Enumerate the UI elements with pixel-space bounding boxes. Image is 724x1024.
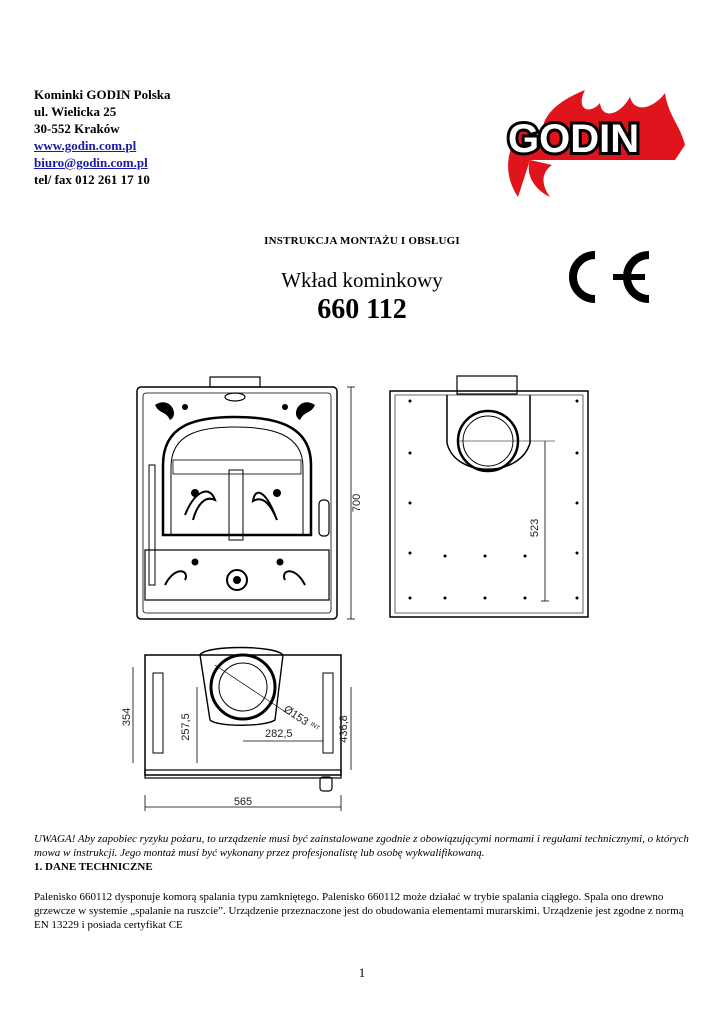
model-number: 660 112	[317, 294, 407, 325]
front-height-label: 700	[351, 493, 363, 513]
back-height-label: 523	[529, 518, 541, 538]
diameter-sub-label: INT	[308, 721, 321, 732]
front-view-drawing	[125, 375, 365, 625]
company-address	[34, 86, 171, 188]
width-label: 565	[233, 796, 253, 808]
section-title: 1. DANE TECHNICZNE	[34, 861, 153, 873]
company-street: ul. Wielicka 25	[34, 104, 117, 119]
godin-logo	[490, 85, 690, 200]
company-name: Kominki GODIN Polska	[34, 87, 171, 102]
product-name: Wkład kominkowy	[281, 268, 443, 292]
company-phone: tel/ fax 012 261 17 10	[34, 172, 150, 187]
inner-depth-label: 257,5	[180, 713, 192, 741]
body-text: Palenisko 660112 dysponuje komorą spalania typu zamkniętego. Palenisko 660112 może działać w trybie spalania ciągłego. Spala ono drewno grzewcze w systemie „spalanie na ruszcie”. Urządzenie przeznaczone jest do obudowania elementami murarskimi. Urządzenie jest zgodne z normą EN 13229 i posiada certyfikat CE	[34, 891, 684, 931]
ce-mark-icon	[553, 247, 653, 307]
right-depth-label: 436,8	[338, 715, 350, 743]
website-link[interactable]: www.godin.com.pl	[34, 138, 137, 153]
instruction-title: INSTRUKCJA MONTAŻU I OBSŁUGI	[264, 235, 460, 247]
company-city: 30-552 Kraków	[34, 121, 120, 136]
back-view-drawing	[385, 373, 605, 623]
logo-text: GODIN	[508, 117, 640, 161]
depth-label: 354	[121, 707, 133, 727]
diameter-label: Ø153	[281, 703, 311, 729]
email-link[interactable]: biuro@godin.com.pl	[34, 155, 148, 170]
top-view-drawing	[121, 645, 365, 820]
offset-label: 282,5	[265, 728, 293, 740]
page-number: 1	[358, 965, 366, 980]
safety-warning: UWAGA! Aby zapobiec ryzyku pożaru, to urządzenie musi być zainstalowane zgodnie z obowiązującymi normami i regułami technicznymi, o których mowa w instrukcji. Jego montaż musi być wykonany przez profesjonalistę lub osobę wykwalifikowaną.	[34, 833, 689, 859]
